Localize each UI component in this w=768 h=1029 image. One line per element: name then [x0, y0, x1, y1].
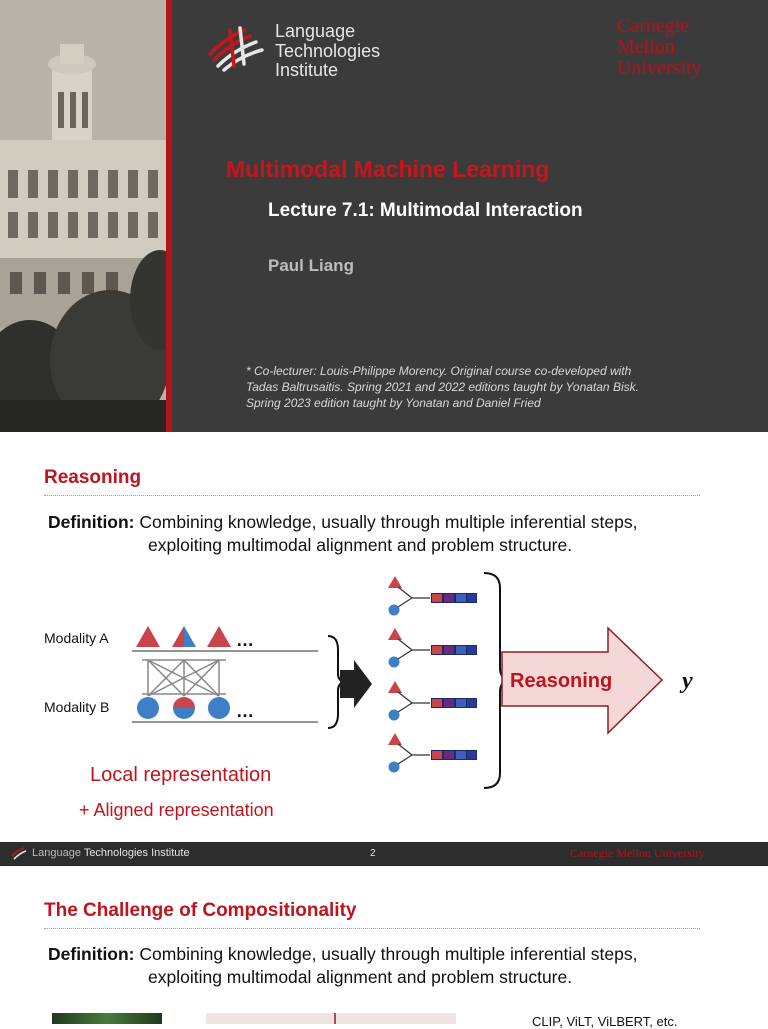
cmu-wordmark [617, 16, 701, 79]
slide-title: Reasoning [44, 467, 142, 488]
footer-lti-word-rest: Technologies Institute [83, 847, 190, 859]
logo-line-2: Technologies [275, 40, 381, 61]
definition-label: Definition: [48, 512, 135, 532]
building-illustration [0, 0, 166, 432]
red-divider-bar [166, 0, 172, 432]
cmu-line-3: University [617, 57, 702, 79]
modality-a-label: Modality A [44, 630, 109, 646]
models-text: CLIP, ViLT, ViLBERT, etc. [532, 1014, 678, 1029]
lecture-title: Lecture 7.1: Multimodal Interaction [268, 200, 583, 221]
definition-line-1: Combining knowledge, usually through multiple inferential steps, [139, 512, 638, 532]
slide-footer [0, 842, 768, 866]
modality-b-label: Modality B [44, 699, 110, 715]
logo-line-1: Language [275, 21, 356, 41]
black-arrow-icon [340, 660, 372, 708]
slide3-definition-text [48, 943, 728, 989]
triangle-a3 [207, 626, 231, 647]
lti-logo-text [275, 22, 380, 81]
ellipsis-b: … [236, 701, 254, 721]
example-image-1 [52, 1013, 162, 1024]
aligned-representation-label: + Aligned representation [79, 800, 274, 820]
cmu-line-1: Carnegie [617, 15, 690, 37]
reasoning-arrow-label: Reasoning [510, 670, 613, 692]
lti-logo-icon [204, 20, 268, 76]
co-lecturer-note: * Co-lecturer: Louis-Philippe Morency. Original course co-developed with Tadas Baltrusaitis. Spring 2021 and 2022 editions taught by Yonatan Bisk. Spring 2023 edition taught by Yonatan and Daniel Fried [246, 364, 639, 410]
footer-lti-word-1: Language [32, 847, 81, 859]
slide3-title-divider [44, 928, 700, 929]
triangle-a2 [172, 626, 196, 647]
example-image-2 [206, 1013, 456, 1024]
reasoning-slide [0, 438, 768, 866]
footer-cmu-wordmark: Carnegie Mellon University [570, 846, 705, 860]
definition-line-2: exploiting multimodal alignment and problem structure. [148, 535, 573, 555]
slide3-definition-label: Definition: [48, 944, 135, 964]
circle-b3 [208, 697, 230, 719]
slide3-definition-line-2: exploiting multimodal alignment and problem structure. [148, 967, 573, 987]
fusion-units [388, 576, 477, 773]
circle-b1 [137, 697, 159, 719]
slide3-title: The Challenge of Compositionality [44, 900, 357, 921]
lti-small-logo-icon [10, 847, 28, 861]
circle-b2 [173, 697, 195, 719]
alignment-lattice [142, 660, 226, 696]
title-slide [0, 0, 768, 432]
logo-line-3: Institute [275, 60, 339, 80]
cmu-line-2: Mellon [617, 36, 675, 58]
local-representation-label: Local representation [90, 764, 272, 786]
footer-lti-text [32, 847, 190, 859]
example-image-2-marker [334, 1013, 336, 1024]
course-title: Multimodal Machine Learning [226, 156, 550, 182]
triangle-a1 [136, 626, 160, 647]
author-name: Paul Liang [268, 256, 354, 275]
slide3-definition-line-1: Combining knowledge, usually through multiple inferential steps, [139, 944, 638, 964]
campus-photo [0, 0, 166, 432]
output-y-label: y [682, 668, 693, 694]
ellipsis-a: … [236, 630, 254, 650]
page-number: 2 [370, 848, 376, 859]
